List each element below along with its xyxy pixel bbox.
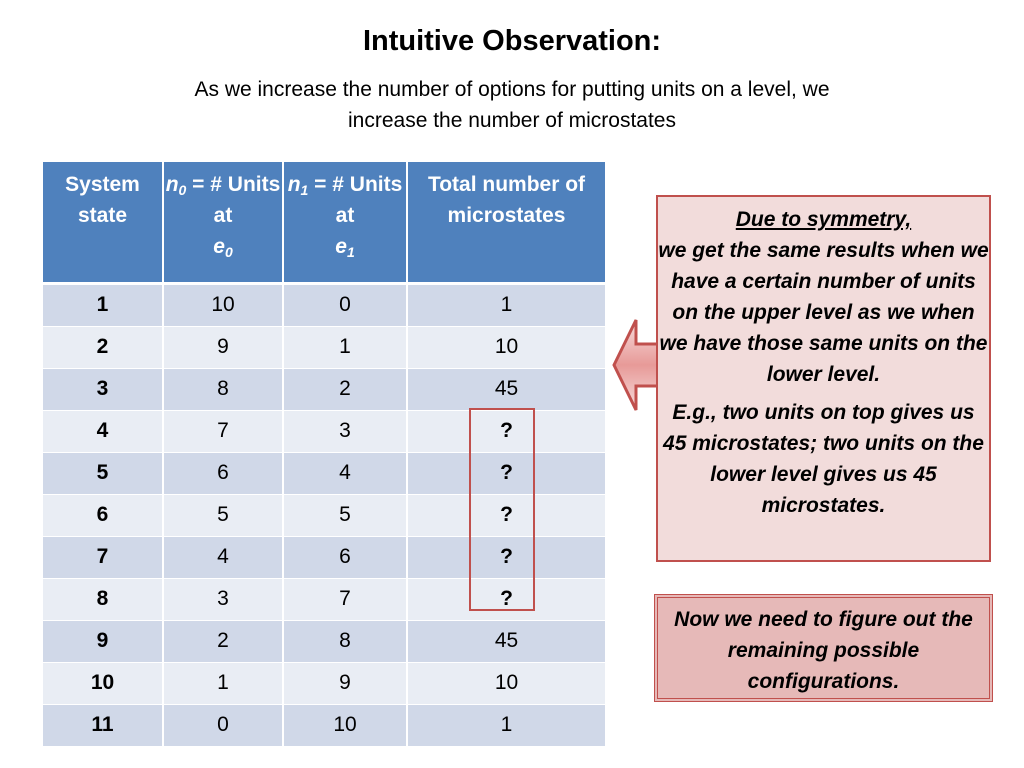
header-n0: $n_0$ = # Units at $e_0$ (163, 162, 283, 283)
table-row (43, 283, 605, 326)
cell-n0: 9 (163, 326, 283, 368)
table-row (43, 326, 605, 368)
table-row (43, 368, 605, 410)
cell-total: 45 (407, 620, 605, 662)
cell-n1: 2 (283, 368, 407, 410)
header-system-state (43, 162, 163, 283)
cell-n0: 4 (163, 536, 283, 578)
cell-total: 1 (407, 704, 605, 746)
cell-total: ? (407, 452, 605, 494)
symmetry-heading: Due to symmetry, (735, 208, 912, 231)
table-row (43, 704, 605, 746)
table-row (43, 620, 605, 662)
cell-state: 9 (43, 620, 163, 662)
next-step-callout: Now we need to figure out the remaining possible configurations. (654, 594, 993, 702)
unknown-values-highlight (469, 408, 535, 611)
cell-n1: 5 (283, 494, 407, 536)
cell-n1: 10 (283, 704, 407, 746)
cell-n1: 7 (283, 578, 407, 620)
cell-n1: 0 (283, 283, 407, 326)
cell-state: 1 (43, 283, 163, 326)
symmetry-callout (656, 195, 991, 562)
cell-state: 11 (43, 704, 163, 746)
cell-n0: 7 (163, 410, 283, 452)
cell-n0: 0 (163, 704, 283, 746)
page-title: Intuitive Observation: (362, 25, 662, 57)
cell-n0: 8 (163, 368, 283, 410)
cell-n0: 5 (163, 494, 283, 536)
cell-total: 10 (407, 326, 605, 368)
header-n1: $n_1$ = # Units at $e_1$ (283, 162, 407, 283)
cell-state: 10 (43, 662, 163, 704)
cell-n1: 6 (283, 536, 407, 578)
cell-state: 3 (43, 368, 163, 410)
cell-state: 7 (43, 536, 163, 578)
cell-n0: 3 (163, 578, 283, 620)
cell-state: 5 (43, 452, 163, 494)
cell-n0: 1 (163, 662, 283, 704)
cell-n1: 9 (283, 662, 407, 704)
cell-n1: 1 (283, 326, 407, 368)
cell-state: 6 (43, 494, 163, 536)
cell-n0: 6 (163, 452, 283, 494)
cell-total: 1 (407, 283, 605, 326)
table-row (43, 662, 605, 704)
header-total-label: Total number of microstates (427, 173, 586, 227)
cell-n1: 4 (283, 452, 407, 494)
cell-n1: 3 (283, 410, 407, 452)
cell-total: ? (407, 494, 605, 536)
cell-total: ? (407, 410, 605, 452)
page-subtitle: As we increase the number of options for putting units on a level, we increase the number of microstates (194, 78, 830, 132)
cell-n1: 8 (283, 620, 407, 662)
left-arrow-icon (612, 318, 660, 412)
cell-n0: 2 (163, 620, 283, 662)
cell-total: ? (407, 536, 605, 578)
cell-total: ? (407, 578, 605, 620)
header-system-state-label: System state (65, 173, 140, 227)
cell-state: 4 (43, 410, 163, 452)
table-header-row (43, 162, 605, 283)
cell-state: 2 (43, 326, 163, 368)
cell-n0: 10 (163, 283, 283, 326)
cell-total: 45 (407, 368, 605, 410)
header-total-microstates (407, 162, 605, 283)
symmetry-example: E.g., two units on top gives us 45 microstates; two units on the lower level gives us 45 microstates. (663, 401, 984, 517)
symmetry-body: we get the same results when we have a certain number of units on the upper level as we when we have those same units on the lower level. (658, 239, 989, 386)
cell-state: 8 (43, 578, 163, 620)
cell-total: 10 (407, 662, 605, 704)
